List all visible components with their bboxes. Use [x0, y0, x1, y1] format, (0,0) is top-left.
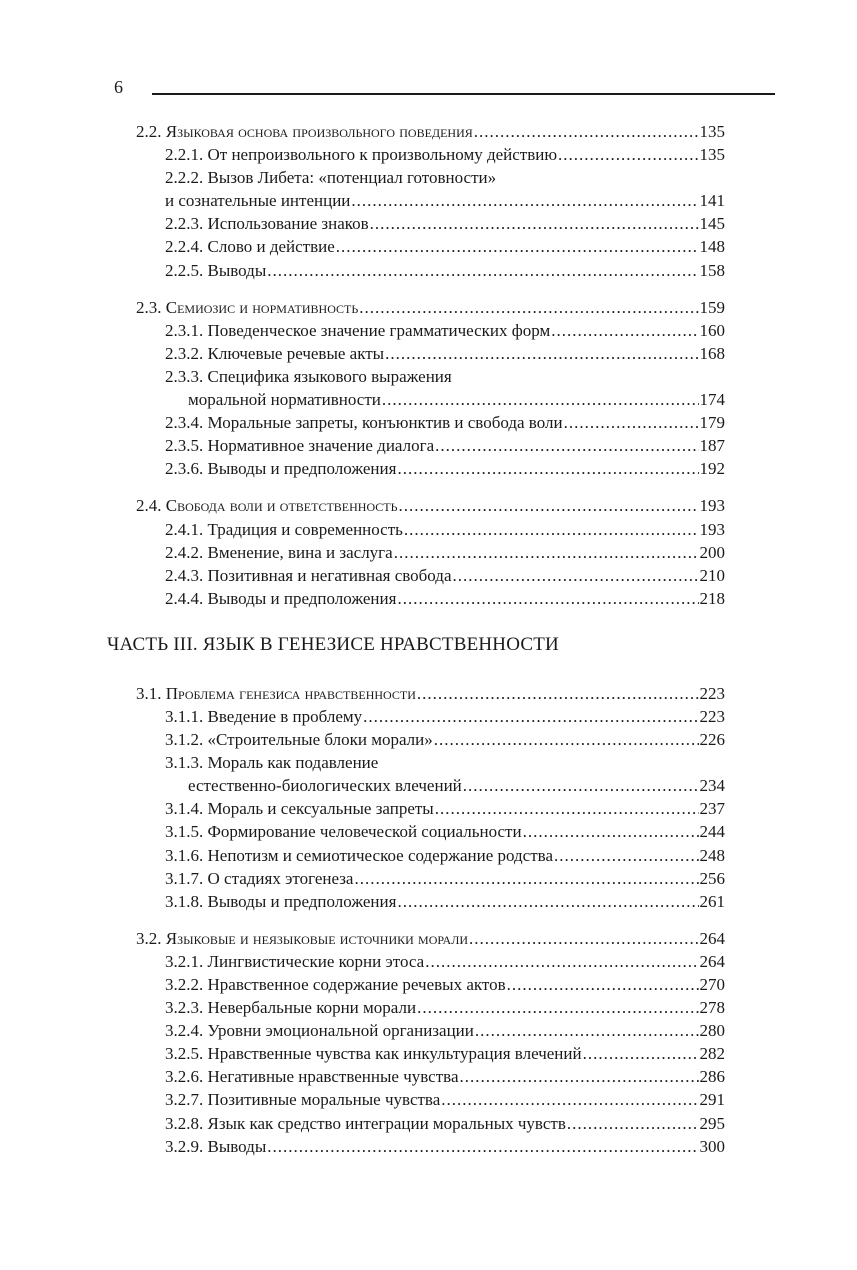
part-title[interactable]: ЧАСТЬ III. ЯЗЫК В ГЕНЕЗИСЕ НРАВСТВЕННОСТИ — [107, 633, 559, 655]
dot-leader — [394, 541, 699, 564]
toc-entry[interactable] — [165, 728, 725, 751]
toc-page-number: 244 — [699, 822, 725, 842]
dot-leader — [435, 434, 698, 457]
toc-entry-title: 2.4.1. Традиция и современность — [165, 519, 403, 539]
toc-page-number: 218 — [699, 588, 725, 608]
toc-page-number: 193 — [699, 519, 725, 539]
toc-heading[interactable] — [136, 494, 725, 517]
toc-page-number: 234 — [699, 776, 725, 796]
toc-entry-title: 3.2.6. Негативные нравственные чувства — [165, 1067, 459, 1087]
dot-leader — [417, 682, 699, 705]
toc-entry[interactable] — [165, 820, 725, 843]
dot-leader — [475, 1019, 699, 1042]
dot-leader — [434, 728, 699, 751]
toc-entry-title: 2.2.3. Использование знаков — [165, 214, 369, 234]
toc-entry[interactable] — [165, 212, 725, 235]
toc-heading[interactable] — [136, 682, 725, 705]
toc-entry-line2[interactable] — [188, 774, 725, 797]
toc-entry-title: 2.2.1. От непроизвольного к произвольному действию — [165, 145, 558, 165]
toc-entry-line2[interactable] — [165, 189, 725, 212]
header-rule — [152, 93, 775, 95]
toc-entry-title: 3.2.3. Невербальные корни морали — [165, 998, 417, 1018]
toc-entry-title: 3.2.9. Выводы — [165, 1136, 267, 1156]
toc-entry[interactable] — [165, 1112, 725, 1135]
toc-entry-title: 2.2.2. Вызов Либета: «потенциал готовности» — [165, 168, 497, 188]
toc-entry[interactable] — [165, 434, 725, 457]
toc-entry[interactable] — [165, 1042, 725, 1065]
toc-entry[interactable] — [165, 319, 725, 342]
dot-leader — [363, 705, 698, 728]
toc-page-number: 226 — [699, 730, 725, 750]
toc-entry[interactable] — [165, 1019, 725, 1042]
toc-page-number: 248 — [699, 845, 725, 865]
toc-entry-line1[interactable] — [165, 365, 725, 388]
toc-page-number: 278 — [699, 998, 725, 1018]
toc-entry-title: 3.1.8. Выводы и предположения — [165, 891, 397, 911]
table-of-contents — [0, 120, 857, 1158]
toc-entry[interactable] — [165, 797, 725, 820]
toc-entry[interactable] — [165, 996, 725, 1019]
dot-leader — [554, 844, 699, 867]
toc-page-number: 280 — [699, 1021, 725, 1041]
toc-page-number: 159 — [699, 297, 725, 317]
toc-entry-title: 2.3.1. Поведенческое значение грамматических форм — [165, 320, 551, 340]
toc-heading[interactable] — [136, 120, 725, 143]
toc-heading[interactable] — [136, 296, 725, 319]
toc-page-number: 286 — [699, 1067, 725, 1087]
toc-heading-title: Проблема генезиса нравственности — [165, 683, 416, 703]
toc-page-number: 261 — [699, 891, 725, 911]
toc-page-number: 256 — [699, 868, 725, 888]
toc-heading-number: 2.4. — [136, 496, 162, 516]
toc-section-3-1 — [0, 682, 857, 913]
dot-leader — [507, 973, 699, 996]
toc-entry-title: 2.3.3. Специфика языкового выражения — [165, 366, 452, 386]
toc-entry[interactable] — [165, 564, 725, 587]
toc-entry[interactable] — [165, 1088, 725, 1111]
toc-page-number: 223 — [699, 706, 725, 726]
toc-page-number: 223 — [699, 683, 725, 703]
toc-heading-title: Языковая основа произвольного поведения — [165, 122, 473, 141]
dot-leader — [385, 342, 698, 365]
toc-entry-title: 2.2.4. Слово и действие — [165, 237, 335, 257]
dot-leader — [351, 189, 698, 212]
toc-entry[interactable] — [165, 867, 725, 890]
toc-entry-title: 3.1.2. «Строительные блоки морали» — [165, 730, 433, 750]
toc-entry[interactable] — [165, 457, 725, 480]
toc-entry-title: 3.2.8. Язык как средство интеграции моральных чувств — [165, 1113, 566, 1133]
dot-leader — [567, 1112, 699, 1135]
dot-leader — [453, 564, 699, 587]
toc-entry-title: 2.3.2. Ключевые речевые акты — [165, 343, 385, 363]
toc-heading-title: Семиозис и нормативность — [165, 297, 359, 317]
dot-leader — [267, 1135, 698, 1158]
toc-entry-title: 2.3.6. Выводы и предположения — [165, 459, 397, 479]
toc-entry-title-cont: моральной нормативности — [188, 390, 381, 410]
dot-leader — [474, 120, 699, 143]
toc-section-2-3 — [0, 296, 857, 481]
toc-page-number: 174 — [699, 390, 725, 410]
toc-entry[interactable] — [165, 844, 725, 867]
dot-leader — [417, 996, 698, 1019]
toc-entry[interactable] — [165, 518, 725, 541]
toc-page-number: 135 — [699, 122, 725, 141]
dot-leader — [404, 518, 699, 541]
toc-page-number: 187 — [699, 436, 725, 456]
toc-entry[interactable] — [165, 143, 725, 166]
dot-leader — [460, 1065, 699, 1088]
dot-leader — [397, 587, 698, 610]
toc-heading-title: Свобода воли и ответственность — [165, 496, 398, 516]
toc-heading-number: 2.2. — [136, 122, 162, 141]
toc-entry-title-cont: естественно-биологических влечений — [188, 776, 462, 796]
dot-leader — [359, 296, 698, 319]
toc-page-number: 291 — [699, 1090, 725, 1110]
toc-page-number: 168 — [699, 343, 725, 363]
toc-page-number: 193 — [699, 496, 725, 516]
dot-leader — [398, 494, 698, 517]
toc-page-number: 264 — [699, 928, 725, 948]
toc-heading-title: Языковые и неязыковые источники морали — [165, 928, 469, 948]
toc-page-number: 145 — [699, 214, 725, 234]
toc-entry[interactable] — [165, 705, 725, 728]
dot-leader — [564, 411, 699, 434]
toc-page-number: 264 — [699, 951, 725, 971]
toc-entry[interactable] — [165, 587, 725, 610]
toc-page-number: 282 — [699, 1044, 725, 1064]
dot-leader — [435, 797, 699, 820]
toc-entry-title: 2.4.3. Позитивная и негативная свобода — [165, 565, 452, 585]
toc-page-number: 135 — [699, 145, 725, 165]
toc-entry[interactable] — [165, 1135, 725, 1158]
dot-leader — [397, 890, 698, 913]
toc-section-2-2 — [0, 120, 857, 282]
toc-entry-title: 3.2.4. Уровни эмоциональной организации — [165, 1021, 474, 1041]
dot-leader — [397, 457, 698, 480]
dot-leader — [551, 319, 698, 342]
toc-entry-title: 3.1.7. О стадиях этогенеза — [165, 868, 354, 888]
toc-page-number: 158 — [699, 260, 725, 280]
toc-entry-title: 2.3.5. Нормативное значение диалога — [165, 436, 435, 456]
toc-entry-title: 3.1.1. Введение в проблему — [165, 706, 363, 726]
toc-page-number: 270 — [699, 975, 725, 994]
dot-leader — [523, 820, 699, 843]
toc-entry-title: 3.2.7. Позитивные моральные чувства — [165, 1090, 441, 1110]
toc-entry[interactable] — [165, 890, 725, 913]
toc-page-number: 160 — [699, 320, 725, 340]
toc-entry[interactable] — [165, 235, 725, 258]
toc-entry[interactable] — [165, 411, 725, 434]
toc-section-3-2 — [0, 927, 857, 1158]
toc-page-number: 237 — [699, 799, 725, 819]
toc-page-number: 148 — [699, 237, 725, 257]
toc-entry-title: 2.4.4. Выводы и предположения — [165, 588, 397, 608]
dot-leader — [267, 259, 698, 282]
toc-entry-title: 2.4.2. Вменение, вина и заслуга — [165, 542, 393, 562]
toc-entry-title: 3.1.6. Непотизм и семиотическое содержание родства — [165, 845, 553, 865]
toc-heading-number: 2.3. — [136, 297, 162, 317]
toc-heading[interactable] — [136, 927, 725, 950]
toc-entry-title: 3.1.5. Формирование человеческой социальности — [165, 822, 522, 842]
dot-leader — [441, 1088, 698, 1111]
toc-page-number: 192 — [699, 459, 725, 479]
toc-entry[interactable] — [165, 950, 725, 973]
toc-page-number: 179 — [699, 413, 725, 433]
toc-page-number: 200 — [699, 542, 725, 562]
toc-heading-number: 3.2. — [136, 928, 162, 948]
dot-leader — [558, 143, 698, 166]
toc-entry[interactable] — [165, 1065, 725, 1088]
dot-leader — [382, 388, 699, 411]
dot-leader — [463, 774, 699, 797]
dot-leader — [354, 867, 698, 890]
toc-page-number: 141 — [699, 191, 725, 211]
toc-entry-title: 3.2.5. Нравственные чувства как инкультурация влечений — [165, 1044, 582, 1064]
page-number: 6 — [114, 77, 123, 97]
toc-entry-title: 2.3.4. Моральные запреты, конъюнктив и свобода воли — [165, 413, 563, 433]
toc-entry[interactable] — [165, 259, 725, 282]
toc-entry-title: 3.1.4. Мораль и сексуальные запреты — [165, 799, 434, 819]
toc-entry-title: 2.2.5. Выводы — [165, 260, 267, 280]
toc-entry[interactable] — [165, 541, 725, 564]
toc-entry-line2[interactable] — [188, 388, 725, 411]
toc-entry-line1[interactable] — [165, 751, 725, 774]
toc-page-number: 210 — [699, 565, 725, 585]
toc-entry-title: 3.1.3. Мораль как подавление — [165, 753, 379, 773]
toc-heading-number: 3.1. — [136, 683, 162, 703]
toc-entry-title: 3.2.1. Лингвистические корни этоса — [165, 951, 425, 971]
dot-leader — [583, 1042, 699, 1065]
toc-entry-line1[interactable] — [165, 166, 725, 189]
dot-leader — [336, 235, 699, 258]
dot-leader — [425, 950, 698, 973]
toc-page-number: 295 — [699, 1113, 725, 1133]
dot-leader — [370, 212, 699, 235]
toc-entry-title: 3.2.2. Нравственное содержание речевых актов — [165, 975, 506, 994]
toc-entry-title-cont: и сознательные интенции — [165, 191, 351, 211]
toc-page-number: 300 — [699, 1136, 725, 1156]
toc-entry[interactable] — [165, 973, 725, 996]
toc-entry[interactable] — [165, 342, 725, 365]
toc-section-2-4 — [0, 494, 857, 609]
dot-leader — [469, 927, 698, 950]
